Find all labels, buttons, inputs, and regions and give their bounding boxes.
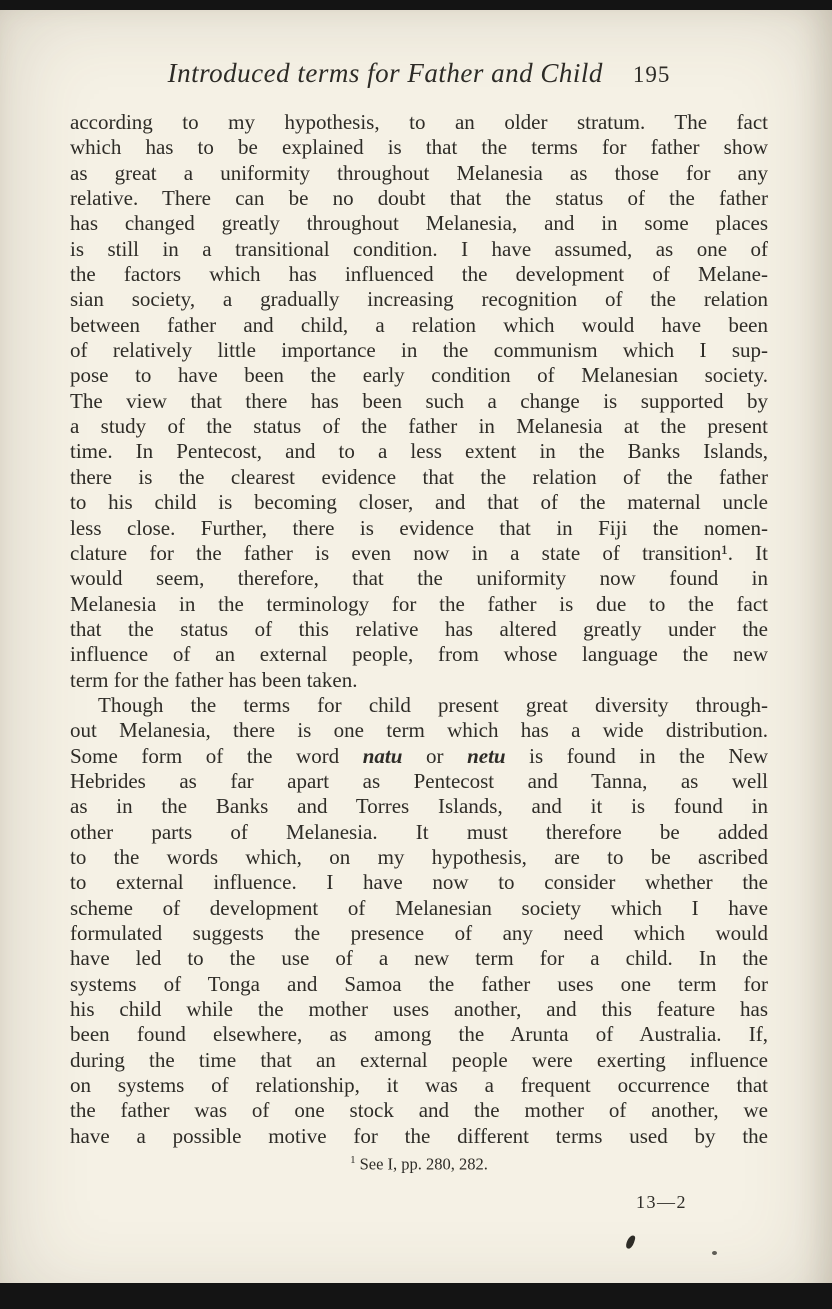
- page-number: 195: [632, 62, 671, 87]
- text-line: would seem, therefore, that the uniformity now found in: [70, 566, 768, 591]
- text-line: out Melanesia, there is one term which has a wide distribution.: [70, 718, 768, 743]
- text-line: sian society, a gradually increasing recognition of the relation: [70, 287, 768, 312]
- text-line: been found elsewhere, as among the Arunta of Australia. If,: [70, 1022, 768, 1047]
- text-line: clature for the father is even now in a state of transition¹. It: [70, 540, 768, 565]
- text-line: his child while the mother uses another, and this feature has: [70, 997, 768, 1022]
- footnote-text: See I, pp. 280, 282.: [359, 1154, 488, 1174]
- text-line: there is the clearest evidence that the relation of the father: [70, 464, 768, 489]
- text-line: term for the father has been taken.: [70, 667, 358, 692]
- text-line: relative. There can be no doubt that the status of the father: [70, 186, 768, 211]
- paragraph-2: [70, 693, 768, 1149]
- text-line: systems of Tonga and Samoa the father uses one term for: [70, 971, 768, 996]
- text-line: between father and child, a relation which would have been: [70, 312, 768, 337]
- text-line: of relatively little importance in the communism which I sup-: [70, 338, 768, 363]
- text-line: Hebrides as far apart as Pentecost and Tanna, as well: [70, 768, 768, 793]
- text-line: according to my hypothesis, to an older stratum. The fact: [70, 110, 768, 134]
- text-line: a study of the status of the father in Melanesia at the present: [70, 414, 768, 439]
- text-line: on systems of relationship, it was a frequent occurrence that: [70, 1073, 768, 1098]
- text-line: influence of an external people, from whose language the new: [70, 642, 768, 667]
- text-line: pose to have been the early condition of Melanesian society.: [70, 363, 768, 388]
- footnote-marker: 1: [350, 1154, 356, 1166]
- text-line: scheme of development of Melanesian society which I have: [70, 895, 768, 920]
- scan-edge-bottom: [0, 1283, 832, 1309]
- text-line: Some form of the word natu or netu is found in the New: [70, 743, 768, 768]
- text-line: during the time that an external people were exerting influence: [70, 1047, 768, 1072]
- running-header-title: Introduced terms for Father and Child: [167, 58, 603, 88]
- text-line: to his child is becoming closer, and that of the maternal uncle: [70, 490, 768, 515]
- text-line: that the status of this relative has altered greatly under the: [70, 616, 768, 641]
- text-line: to the words which, on my hypothesis, are to be ascribed: [70, 844, 768, 869]
- footnote: [70, 1154, 768, 1175]
- paragraph-1: [70, 110, 768, 693]
- text-line: less close. Further, there is evidence that in Fiji the nomen-: [70, 515, 768, 540]
- text-line: have led to the use of a new term for a child. In the: [70, 946, 768, 971]
- text-line: has changed greatly throughout Melanesia, and in some places: [70, 211, 768, 236]
- text-line: to external influence. I have now to consider whether the: [70, 870, 768, 895]
- text-line: the father was of one stock and the mother of another, we: [70, 1098, 768, 1123]
- text-line: have a possible motive for the different terms used by the: [70, 1123, 768, 1148]
- text-line: other parts of Melanesia. It must therefore be added: [70, 819, 768, 844]
- text-line: Melanesia in the terminology for the father is due to the fact: [70, 591, 768, 616]
- text-line: Though the terms for child present great diversity through-: [98, 692, 768, 717]
- ink-speck: [712, 1251, 717, 1255]
- text-line: is still in a transitional condition. I have assumed, as one of: [70, 236, 768, 261]
- ink-speck: [625, 1234, 636, 1249]
- text-line: the factors which has influenced the development of Melane-: [70, 262, 768, 287]
- scan-edge-top: [0, 0, 832, 10]
- text-line: which has to be explained is that the terms for father show: [70, 135, 768, 160]
- text-line: as great a uniformity throughout Melanesia as those for any: [70, 160, 768, 185]
- text-line: The view that there has been such a change is supported by: [70, 388, 768, 413]
- text-line: as in the Banks and Torres Islands, and it is found in: [70, 794, 768, 819]
- page-body: [70, 110, 768, 1149]
- signature-mark: 13—2: [636, 1192, 687, 1212]
- running-header: [70, 58, 768, 89]
- text-line: formulated suggests the presence of any need which would: [70, 921, 768, 945]
- text-line: time. In Pentecost, and to a less extent in the Banks Islands,: [70, 439, 768, 464]
